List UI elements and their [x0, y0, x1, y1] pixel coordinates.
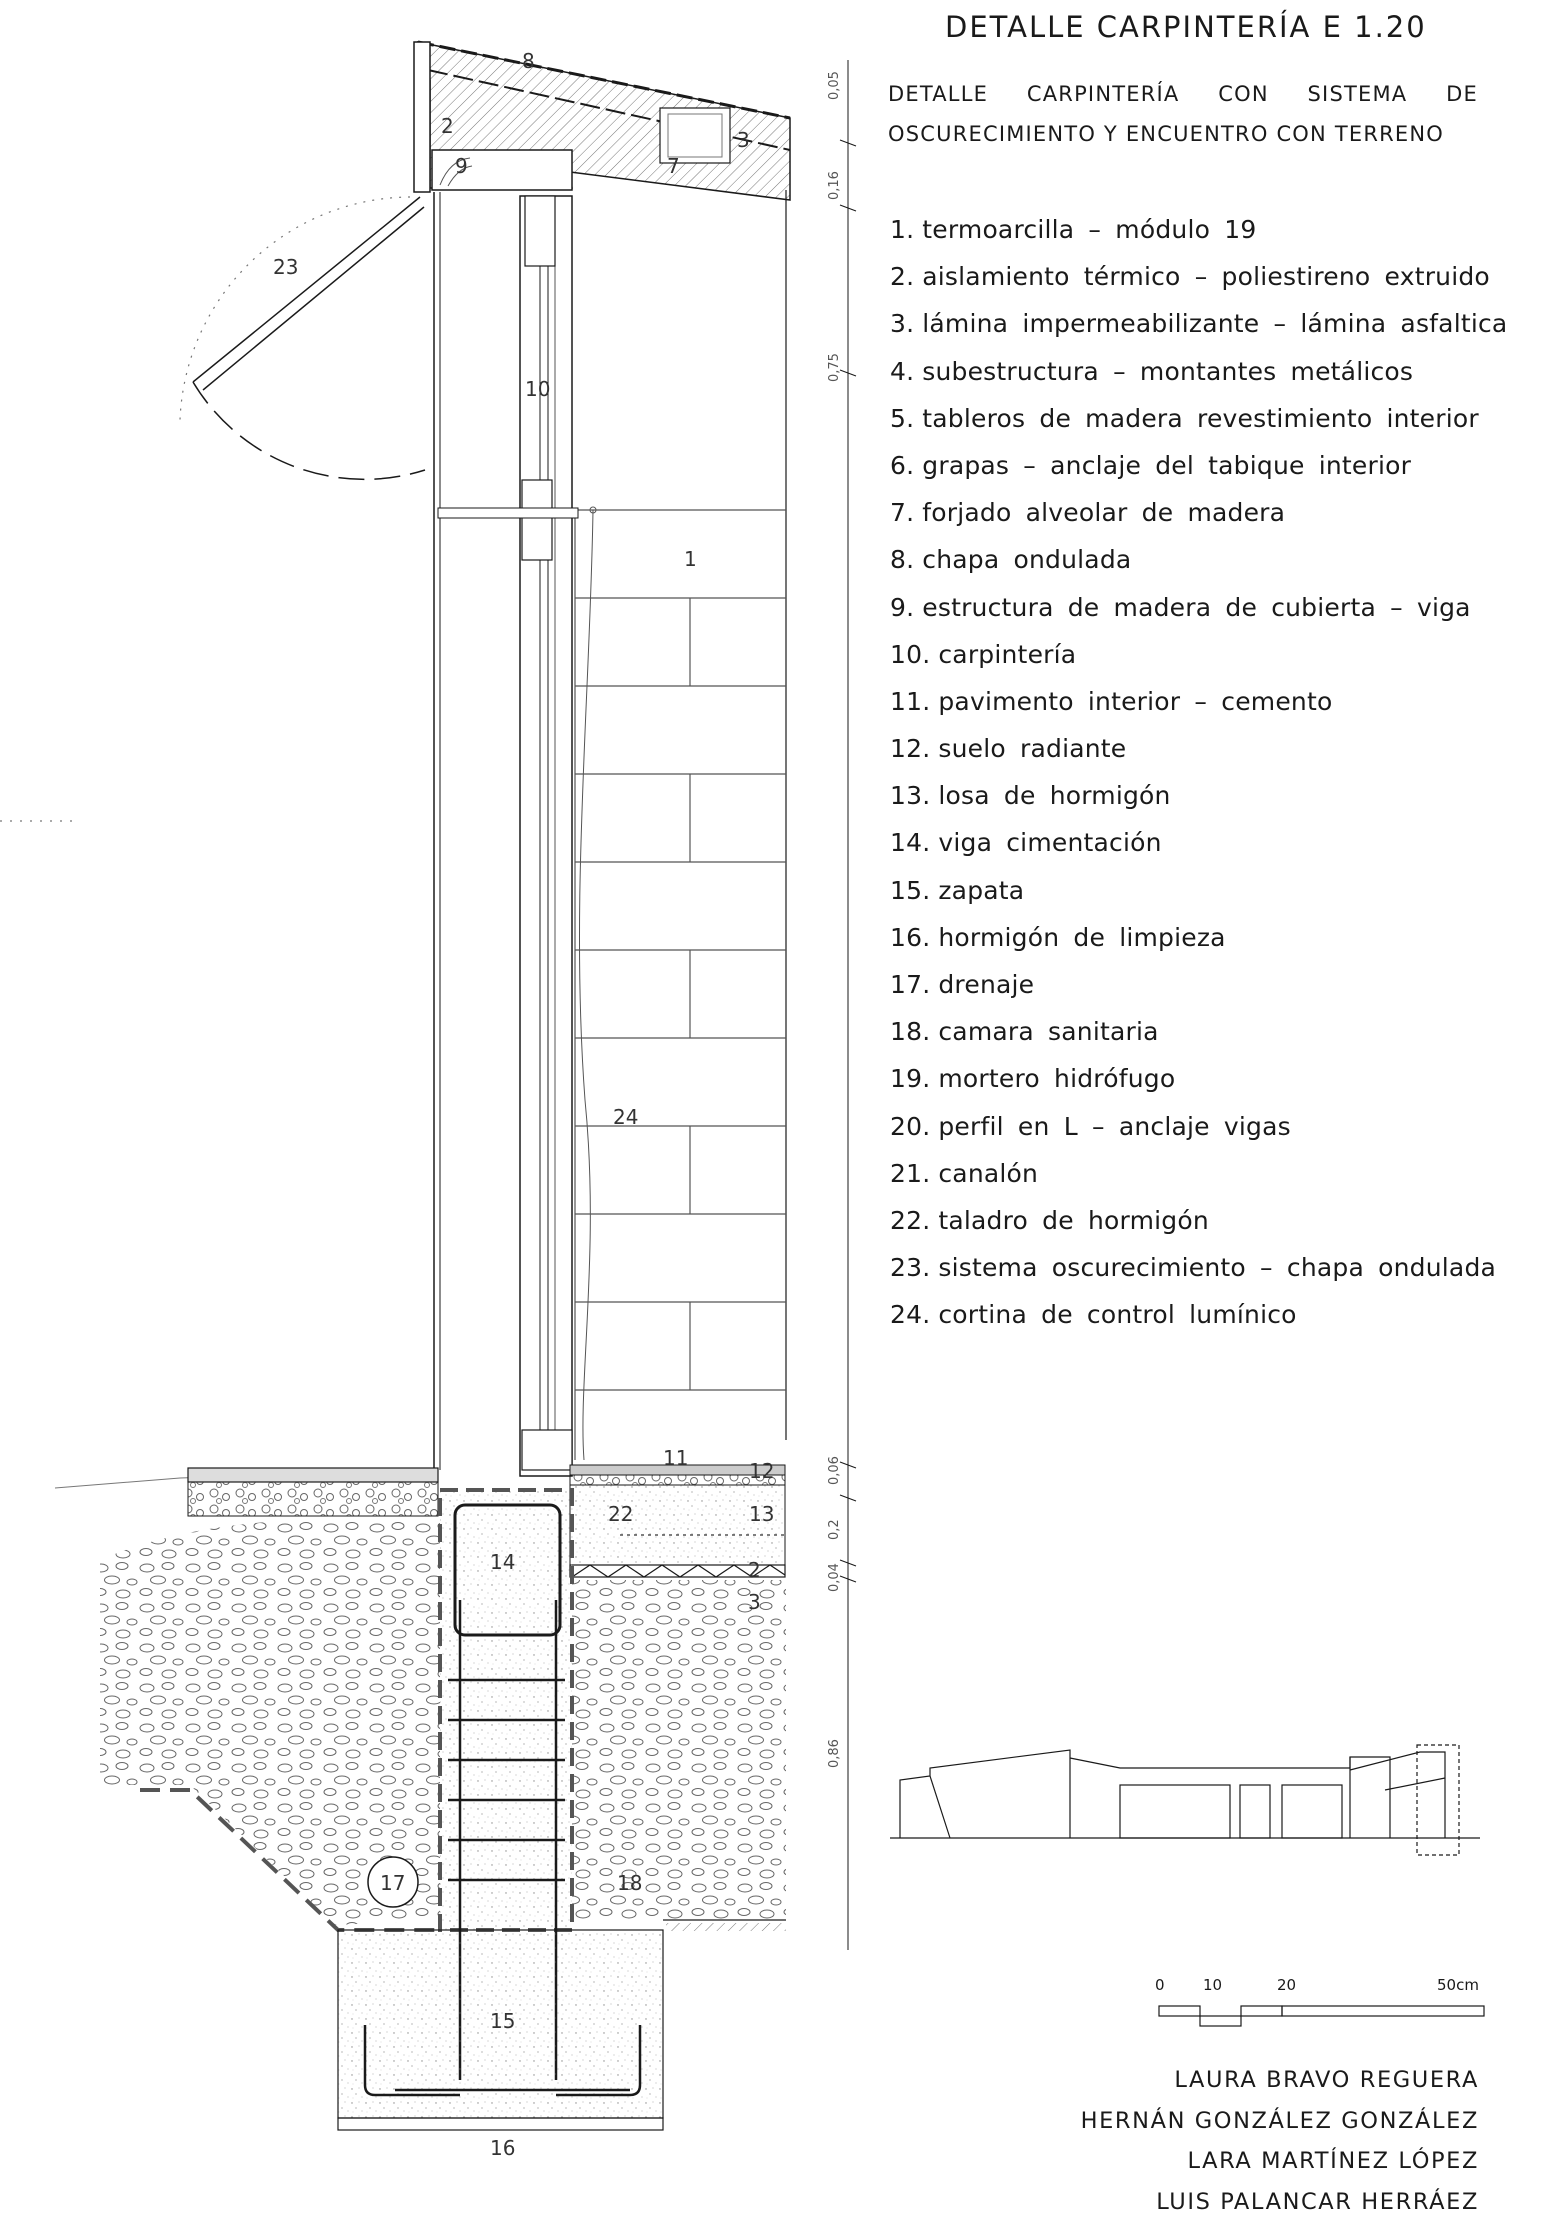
legend-number: 24.	[890, 1300, 930, 1329]
legend-text: lámina impermeabilizante – lámina asfaltica	[922, 309, 1507, 338]
legend-item	[890, 1008, 1515, 1055]
legend-text: termoarcilla – módulo 19	[922, 215, 1256, 244]
legend-text: tableros de madera revestimiento interior	[922, 404, 1479, 433]
legend-number: 19.	[890, 1064, 930, 1093]
legend-text: cortina de control lumínico	[938, 1300, 1296, 1329]
dimension-line	[840, 60, 856, 1950]
callout-15: 15	[490, 2009, 515, 2033]
legend-item	[890, 961, 1515, 1008]
callout-10: 10	[525, 377, 550, 401]
legend-text: camara sanitaria	[938, 1017, 1158, 1046]
legend-number: 8.	[890, 545, 914, 574]
legend-text: aislamiento térmico – poliestireno extruido	[922, 262, 1490, 291]
legend-number: 3.	[890, 309, 914, 338]
legend-number: 16.	[890, 923, 930, 952]
legend-text: zapata	[938, 876, 1024, 905]
legend-number: 4.	[890, 357, 914, 386]
legend-item	[890, 1103, 1515, 1150]
dimension-labels	[827, 71, 842, 1768]
legend-text: forjado alveolar de madera	[922, 498, 1285, 527]
legend-item	[890, 631, 1515, 678]
legend-text: viga cimentación	[938, 828, 1161, 857]
legend-number: 5.	[890, 404, 914, 433]
subtitle-word: SISTEMA	[1308, 74, 1408, 114]
author-name: LAURA BRAVO REGUERA	[1081, 2060, 1479, 2101]
callout-17: 17	[380, 1871, 405, 1895]
legend-item	[890, 536, 1515, 583]
callout-2: 2	[748, 1558, 761, 1582]
legend-item	[890, 395, 1515, 442]
legend-text: drenaje	[938, 970, 1034, 999]
legend-item	[890, 725, 1515, 772]
legend-text: mortero hidrófugo	[938, 1064, 1175, 1093]
scale-label: 10	[1203, 1976, 1222, 1994]
legend-number: 20.	[890, 1112, 930, 1141]
dim-label: 0,86	[827, 1739, 842, 1768]
callout-3: 3	[737, 128, 750, 152]
legend-item	[890, 1150, 1515, 1197]
legend-text: suelo radiante	[938, 734, 1126, 763]
legend-number: 7.	[890, 498, 914, 527]
callout-1: 1	[684, 547, 697, 571]
callout-3: 3	[748, 1590, 761, 1614]
legend-item	[890, 772, 1515, 819]
legend-number: 21.	[890, 1159, 930, 1188]
legend-text: estructura de madera de cubierta – viga	[922, 593, 1470, 622]
subtitle-word: DETALLE	[888, 74, 988, 114]
callout-22: 22	[608, 1502, 633, 1526]
legend-number: 18.	[890, 1017, 930, 1046]
legend-number: 6.	[890, 451, 914, 480]
legend-item	[890, 348, 1515, 395]
callout-7: 7	[667, 154, 680, 178]
callout-2: 2	[441, 114, 454, 138]
legend-text: subestructura – montantes metálicos	[922, 357, 1413, 386]
sheet-subtitle	[888, 74, 1478, 154]
dim-label: 0,2	[827, 1519, 842, 1540]
dim-label: 0,05	[827, 71, 842, 100]
legend-item	[890, 867, 1515, 914]
legend-text: sistema oscurecimiento – chapa ondulada	[938, 1253, 1496, 1282]
legend-text: canalón	[938, 1159, 1038, 1188]
callout-14: 14	[490, 1550, 515, 1574]
scale-label: 50cm	[1437, 1976, 1479, 1994]
legend-number: 9.	[890, 593, 914, 622]
subtitle-word: CARPINTERÍA	[1027, 74, 1180, 114]
dim-label: 0,75	[827, 353, 842, 382]
legend-item	[890, 442, 1515, 489]
dim-label: 0,06	[827, 1456, 842, 1485]
subtitle-word: DE	[1446, 74, 1478, 114]
window-frame	[438, 196, 596, 1476]
legend-item	[890, 1244, 1515, 1291]
scale-label: 0	[1155, 1976, 1165, 1994]
legend-text: carpintería	[938, 640, 1076, 669]
legend-item	[890, 584, 1515, 631]
legend-text: perfil en L – anclaje vigas	[938, 1112, 1290, 1141]
masonry-wall	[434, 190, 790, 1470]
legend-number: 22.	[890, 1206, 930, 1235]
callout-18: 18	[617, 1871, 642, 1895]
legend-item	[890, 1291, 1515, 1338]
legend-number: 10.	[890, 640, 930, 669]
legend-item	[890, 253, 1515, 300]
legend-item	[890, 1055, 1515, 1102]
callout-23: 23	[273, 255, 298, 279]
callout-8: 8	[522, 49, 535, 73]
legend-number: 23.	[890, 1253, 930, 1282]
subtitle-line-2: OSCURECIMIENTO Y ENCUENTRO CON TERRENO	[888, 114, 1478, 154]
dim-label: 0,16	[827, 171, 842, 200]
legend-number: 11.	[890, 687, 930, 716]
legend-list	[890, 206, 1515, 1339]
author-name: LARA MARTÍNEZ LÓPEZ	[1081, 2141, 1479, 2182]
legend-item	[890, 206, 1515, 253]
legend-number: 12.	[890, 734, 930, 763]
callout-11: 11	[663, 1446, 688, 1470]
legend-number: 14.	[890, 828, 930, 857]
legend-text: hormigón de limpieza	[938, 923, 1225, 952]
legend-item	[890, 300, 1515, 347]
legend-number: 15.	[890, 876, 930, 905]
callout-9: 9	[455, 154, 468, 178]
legend-item	[890, 914, 1515, 961]
legend-text: pavimento interior – cemento	[938, 687, 1332, 716]
scale-bar-labels	[1155, 1976, 1481, 1998]
callout-24: 24	[613, 1105, 638, 1129]
roof-assembly	[414, 42, 790, 200]
scale-label: 20	[1277, 1976, 1296, 1994]
legend-text: chapa ondulada	[922, 545, 1131, 574]
callout-16: 16	[490, 2136, 515, 2160]
sheet-title: DETALLE CARPINTERÍA E 1.20	[945, 10, 1427, 44]
legend-text: losa de hormigón	[938, 781, 1170, 810]
legend-item	[890, 819, 1515, 866]
scale-bar	[1157, 2002, 1487, 2032]
shutter-system	[0, 197, 425, 821]
legend-number: 1.	[890, 215, 914, 244]
legend-text: grapas – anclaje del tabique interior	[922, 451, 1411, 480]
legend-number: 2.	[890, 262, 914, 291]
legend-item	[890, 489, 1515, 536]
callout-12: 12	[749, 1459, 774, 1483]
legend-item	[890, 1197, 1515, 1244]
subtitle-word: CON	[1218, 74, 1269, 114]
dim-label: 0,04	[827, 1563, 842, 1592]
legend-item	[890, 678, 1515, 725]
authors-block	[1081, 2060, 1479, 2222]
author-name: LUIS PALANCAR HERRÁEZ	[1081, 2182, 1479, 2222]
author-name: HERNÁN GONZÁLEZ GONZÁLEZ	[1081, 2101, 1479, 2142]
callout-13: 13	[749, 1502, 774, 1526]
legend-text: taladro de hormigón	[938, 1206, 1209, 1235]
legend-number: 17.	[890, 970, 930, 999]
elevation-key-plan	[890, 1730, 1490, 1870]
legend-number: 13.	[890, 781, 930, 810]
